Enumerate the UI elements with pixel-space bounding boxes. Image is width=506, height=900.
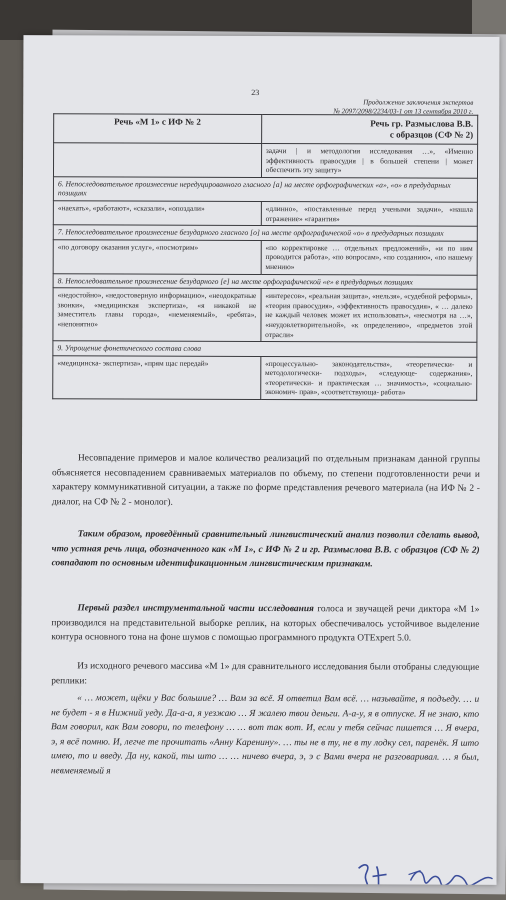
table-cell-left [53,143,261,178]
table-cell-left: «наехать», «работают», «сказали», «опоздали» [53,201,261,226]
table-row [53,240,477,275]
table-header-row [54,114,478,144]
section-lead-text: Первый раздел инструментальной части исследования [77,603,314,615]
section-title-row [53,225,477,241]
section-title: 8. Непоследовательное произнесение безударного [е] на месте орфографической «е» в предударных позициях [53,273,477,289]
table-header-right-line1: Речь гр. Размыслова В.В. [370,118,474,129]
table-cell-right: «длинно», «поставленные перед учеными задачи», «нашла отражение» «гарантия» [261,201,477,226]
table-cell-right: «интересов», «реальная защита», «нельзя», «судебной реформы», «теория правосудия», «эффективность правосудия», « … далеко не каждый человек может их использовать», «несмотря на …», «неудовлетворительной», «к определению», «предметов этой отрасли» [261,289,477,343]
section-rest-text: голоса и звучащей речи диктора «М 1» производился на представительной выборке реплик, на которых обеспечивалось устойчивое выделение контура основного тона на фоне шумов с помощью программного продукта OTExpert 5.0. [51,604,480,644]
table-row [53,288,477,342]
table-cell-right: «процессуально- законодательства», «теоретически- и методологически- подходы», «следующе- содержания», «теоретически- и практическая … значимость», «социально-экономич- прав», «соответствующа- работа» [260,356,476,400]
table-cell-right: «по корректировке … отдельных предложений», «и по ним проводится работа», «по вопросам», «по созданию», «по нашему мнению» [261,240,477,275]
header-note-line2: № 2097/2098/2234/03-1 от 13 сентября 2010 г. [333,107,474,116]
comparison-table [52,113,478,401]
table-cell-left: «медицинска- экспертиза», «прям щас передай» [53,355,261,399]
section-title: 6. Непоследовательное произнесение нередуцированного гласного [а] на месте орфографических «а», «о» в предударных позициях [53,177,477,203]
section-title: 7. Непоследовательное произнесение безударного гласного [о] на месте орфографической «о» в предударных позициях [53,225,477,241]
header-note-line1: Продолжение заключения экспертов [363,98,474,107]
section-title-row [53,177,477,203]
table-cell-left: «недостойно», «недостоверную информацию», «неодократные звонки», «медицинская экспертиза», «я никакой не заместитель главы города», «неменяемый», «ребята», «непонятно» [53,288,261,342]
table-row [53,201,477,227]
conclusion-paragraph: Таким образом, проведённый сравнительный лингвистический анализ позволил сделать вывод, что устная речь лица, обозначенного как «М 1», с ИФ № 2 и гр. Размыслова В.В. с образцов (СФ № 2) совпадают по основным идентификационным лингвистическим признакам. [51,529,480,570]
table-header-right-line2: с образцов (СФ № 2) [389,129,474,140]
handwritten-signature [350,854,499,885]
body-paragraph-3 [51,601,479,646]
body-paragraph-1: Несовпадение примеров и малое количество реализаций по отдельным признакам данной группы объясняется несовпадением сравниваемых материалов по объему, по степени подготовленности речи и характеру коммуникативной ситуации, а также по форме представления речевого материала (на ИФ № 2 - диалог, на СФ № 2 - монолог). [51,453,481,508]
table-cell-right: задачи | и методология исследования …», «Именно эффективность правосудия | в большей степени | может обеспечить эту защиту» [261,144,477,179]
speech-quote: « … может, щёки у Вас большие? … Вам за всё. Я ответил Вам всё. … называйте, я подъеду. … и не будет - я в Нижний уеду. Да-а-а, я уезжаю … Я жалею твои деньги. А-а-у, я в отпуске. Я не знаю, кто Вам говорил, как Вам говори, по телефону … … вот так вот. И, если у тебя сейчас пишется … Я вчера, э, я всё помню. И, легче те прочитать «Анну Каренину». … ты не в ту, не в ту лодку сел, паренёк. Я што имею, то и введу. Да ну, какой, ты што … … ничево вчера, э, э с Вами вчера не разговаривал. … я был, невменяемый я [50,693,480,777]
table-row [53,143,477,178]
section-title: 9. Упрощение фонетического состава слова [53,341,477,357]
table-header-right [261,115,477,145]
section-title-row [53,341,477,357]
table-row [53,355,477,400]
table-header-left: Речь «М 1» с ИФ № 2 [54,114,262,144]
section-title-row [53,273,477,289]
document-page [21,35,500,885]
page-number: 23 [251,87,260,97]
table-cell-left: «по договору оказания услуг», «посмотрим» [53,240,261,275]
body-paragraph-4: Из исходного речевого массива «М 1» для сравнительного исследования были отобраны следующие реплики: [51,661,480,686]
